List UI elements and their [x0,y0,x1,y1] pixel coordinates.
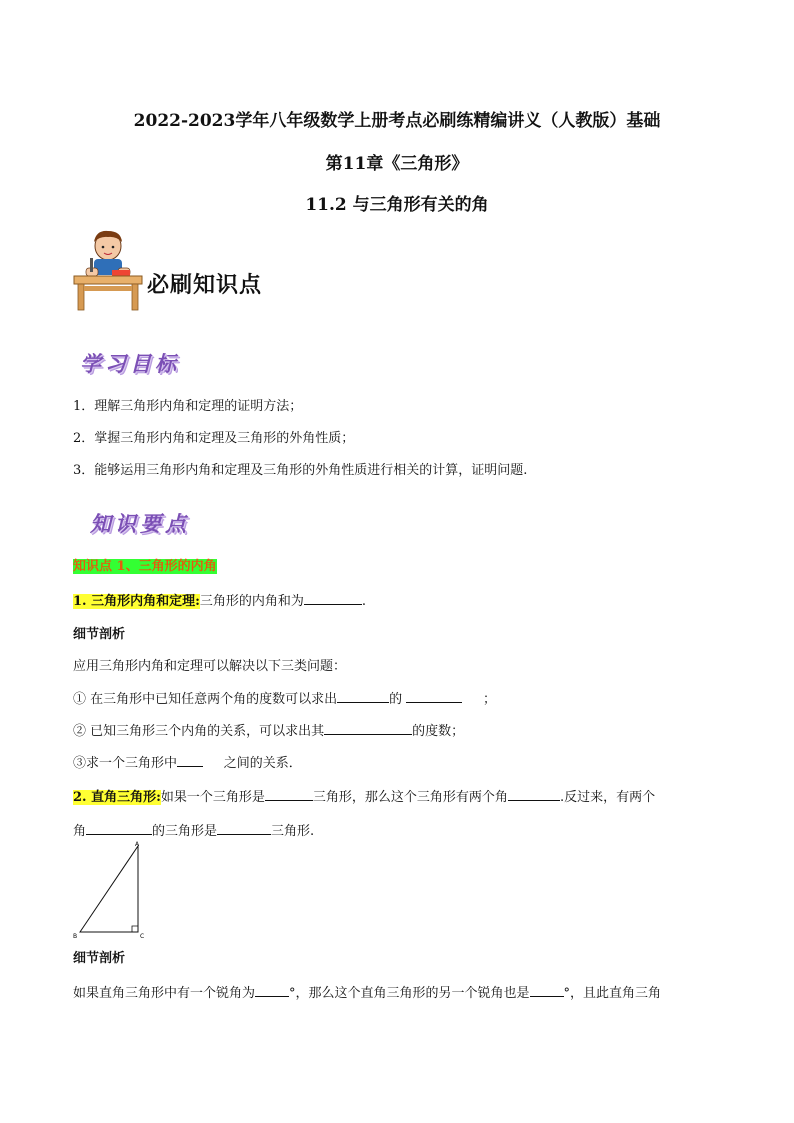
detail-heading: 细节剖析 [73,627,126,642]
vertex-c-label: C [140,933,145,940]
vertex-b-label: B [73,933,78,940]
point-2-text: 如果一个三角形是 [160,790,265,805]
detail-text: ； [482,692,496,707]
point-2-text: 三角形. [271,824,315,839]
objective-item: 1．理解三角形内角和定理的证明方法； [73,399,303,414]
answer-blank[interactable] [255,984,289,997]
detail-text: ② 已知三角形三个内角的关系，可以求出其 [73,724,325,739]
point-1-text: 三角形的内角和为 [199,594,304,609]
detail-item-b [73,722,464,741]
detail-heading-2: 细节剖析 [73,951,126,966]
detail-text: ③求一个三角形中 [73,756,178,771]
detail-item-c [73,754,302,773]
detail-text: ① 在三角形中已知任意两个角的度数可以求出 [73,692,338,707]
point-2-text: 三角形，那么这个三角形有两个角 [312,790,508,805]
punct: . [361,594,367,609]
answer-blank[interactable] [508,788,560,801]
answer-blank[interactable] [265,788,313,801]
detail-text: 的度数； [412,724,465,739]
topic-label-text: 知识点 1、三角形的内角 [73,559,217,574]
topic-label [73,558,217,576]
right-triangle-figure [72,838,152,942]
answer-blank[interactable] [304,592,362,605]
objective-item: 3．能够运用三角形内角和定理及三角形的外角性质进行相关的计算，证明问题. [73,463,528,478]
vertex-a-label: A [135,841,140,848]
point-2-text: 角 [73,824,87,839]
objective-item: 2．掌握三角形内角和定理及三角形的外角性质； [73,431,355,446]
document-title: 2022-2023学年八年级数学上册考点必刷练精编讲义（人教版）基础 [133,111,661,131]
answer-blank[interactable] [337,690,389,703]
answer-blank[interactable] [177,754,203,767]
answer-blank[interactable] [406,690,462,703]
detail-text: °，且此直角三角 [563,986,662,1001]
detail-text: 的 [389,692,403,707]
answer-blank[interactable] [86,822,152,835]
point-1-label: 1. 三角形内角和定理: [73,594,200,609]
key-points-heading: 知识要点 [90,511,190,536]
chapter-title: 第11章《三角形》 [325,154,469,174]
answer-blank[interactable] [530,984,564,997]
banner-title: 必刷知识点 [147,273,263,298]
point-1 [73,592,366,611]
detail-intro: 应用三角形内角和定理可以解决以下三类问题： [73,659,347,674]
answer-blank[interactable] [324,722,412,735]
point-2-text: 的三角形是 [152,824,218,839]
detail-item-a [73,690,496,709]
detail-text: 之间的关系． [223,756,302,771]
detail-text: °，那么这个直角三角形的另一个锐角也是 [289,986,530,1001]
point-2-text: .反过来，有两个 [559,790,656,805]
detail-text: 如果直角三角形中有一个锐角为 [73,986,256,1001]
detail-2-line [73,984,661,1003]
answer-blank[interactable] [217,822,271,835]
point-2-label: 2. 直角三角形: [73,790,161,805]
objectives-heading: 学习目标 [80,351,180,376]
student-desk-illustration [72,228,144,312]
point-2 [73,788,655,807]
section-title: 11.2 与三角形有关的角 [305,195,489,215]
